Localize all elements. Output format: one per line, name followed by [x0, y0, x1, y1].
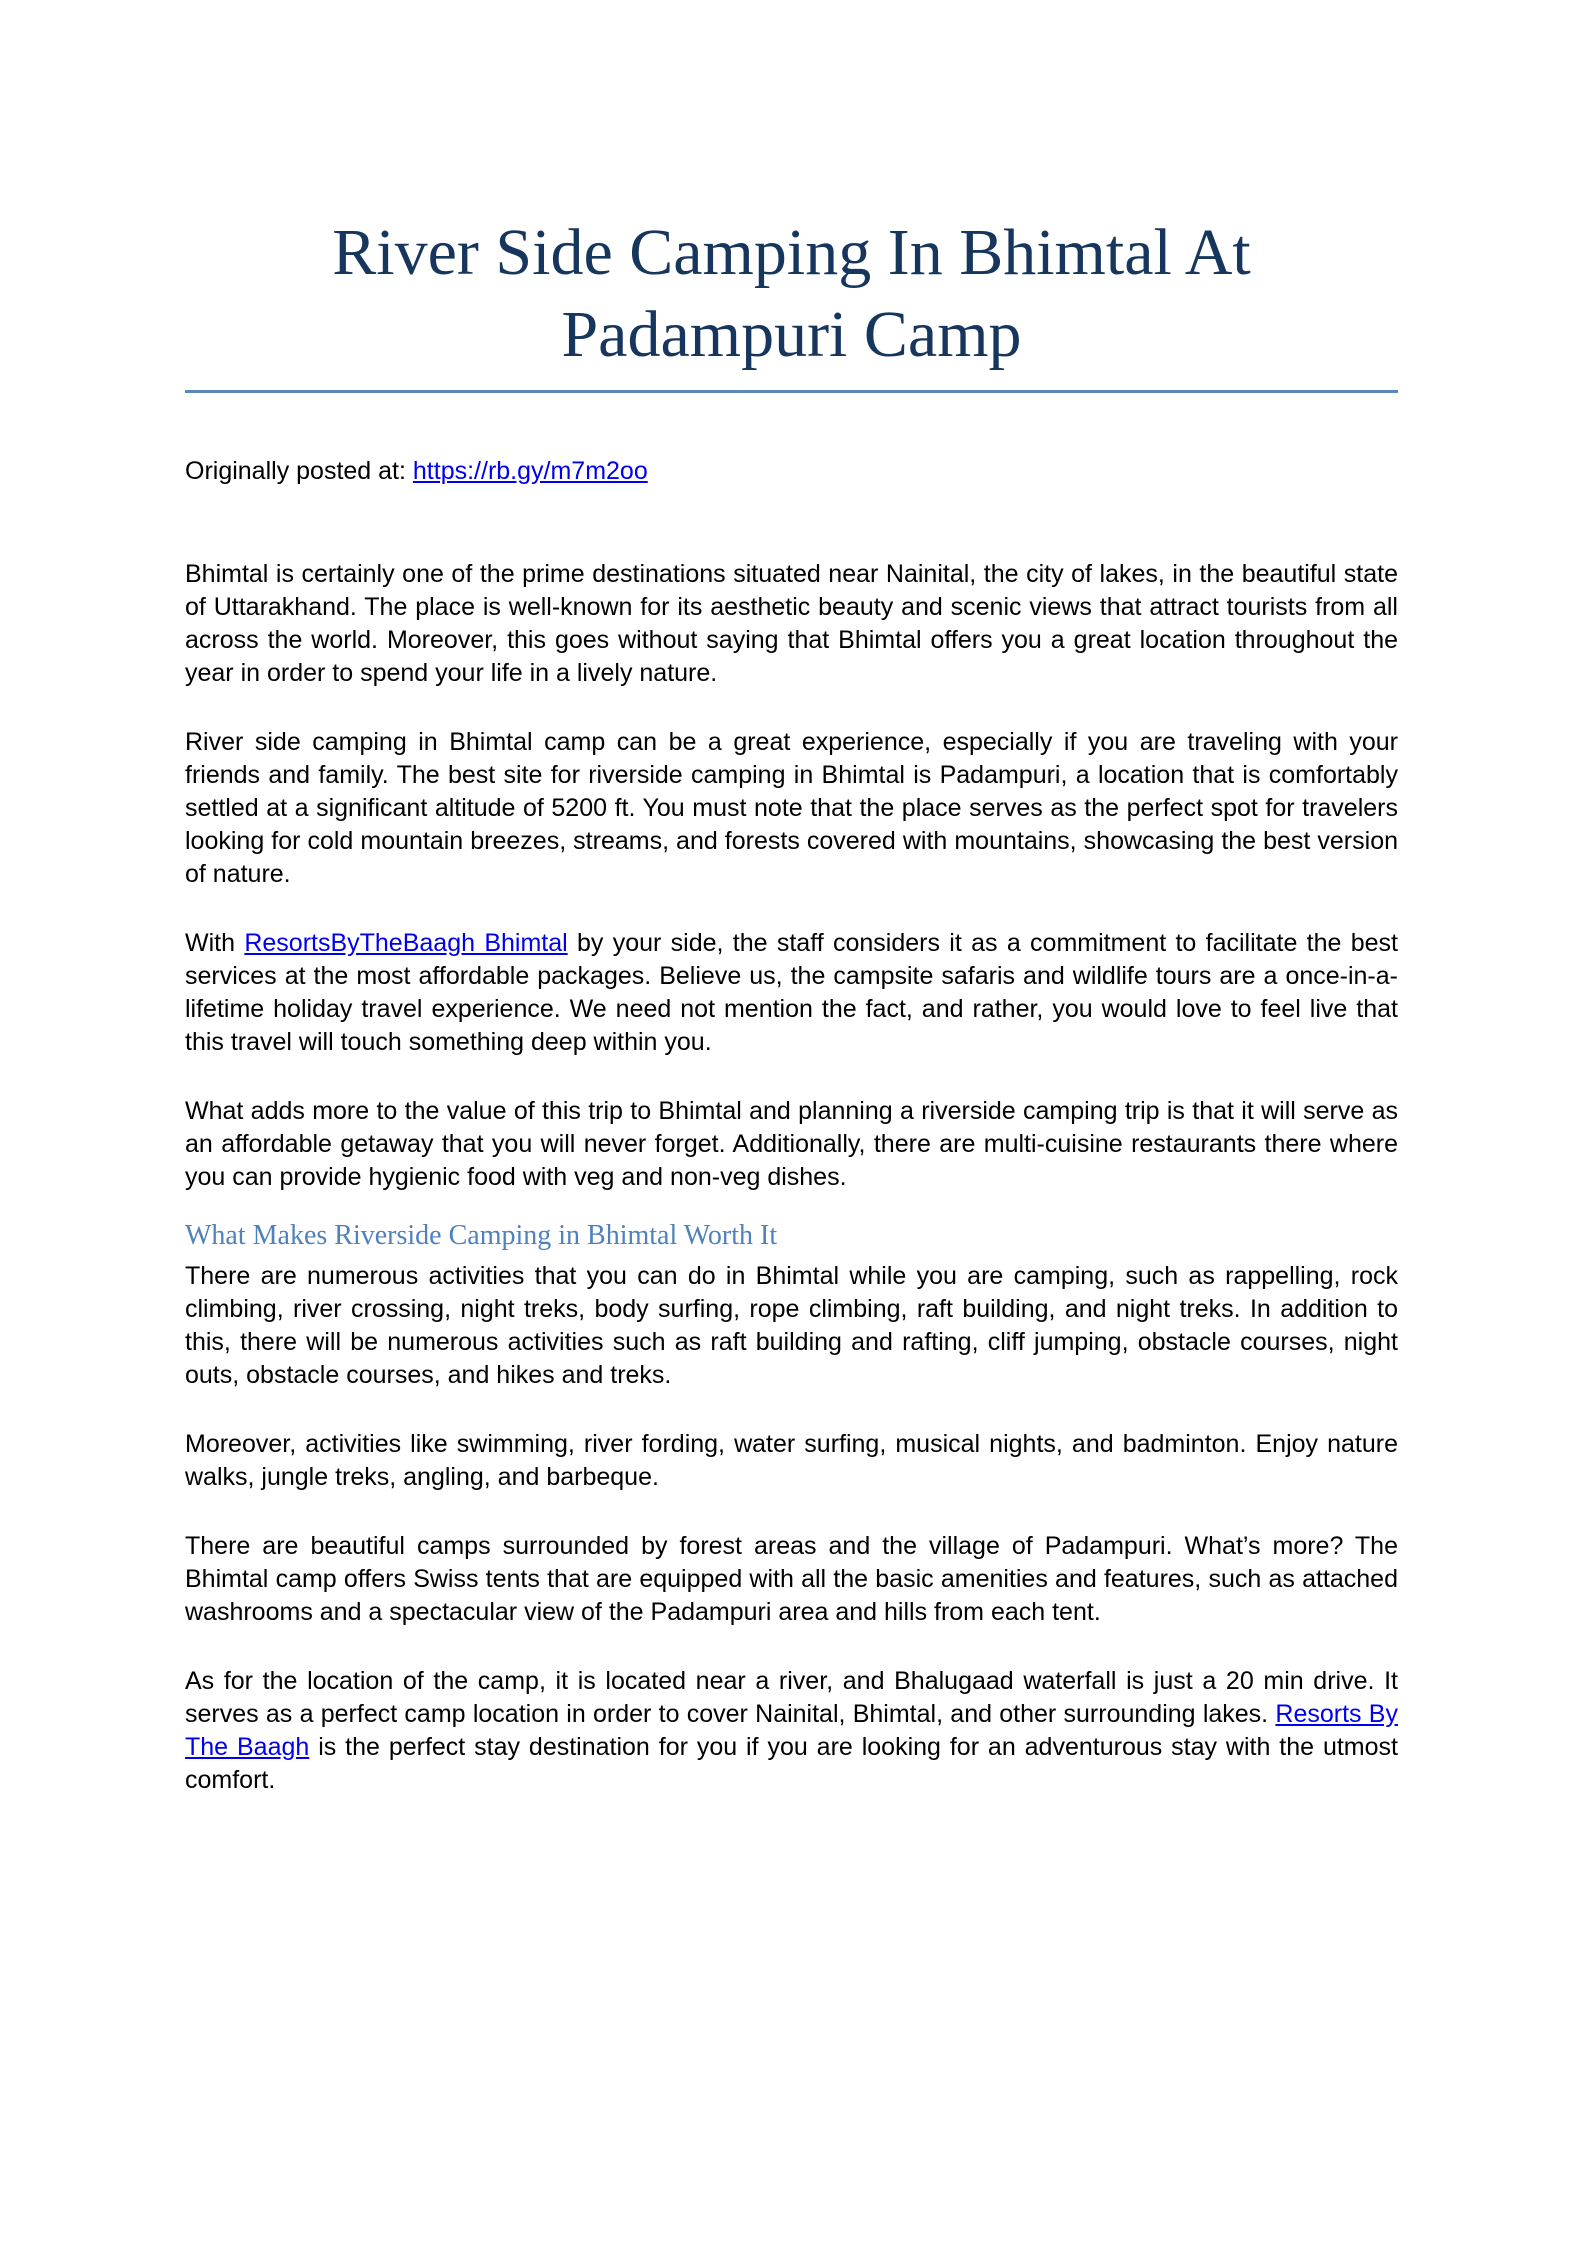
- resorts-by-the-baagh-link[interactable]: Resorts By The Baagh: [185, 1699, 1398, 1761]
- paragraph-text: by your side, the staff considers it as a commitment to facilitate the best services at the most affordable packages. Believe us, the campsite safaris and wildlife tours are a once-in-a-lifetime holiday travel experience. We need not mention the fact, and rather, you would love to feel live that this travel will touch something deep within you.: [185, 928, 1399, 1056]
- source-prefix: Originally posted at:: [185, 456, 413, 485]
- paragraph-swiss-tents: There are beautiful camps surrounded by forest areas and the village of Padampuri. What’s more? The Bhimtal camp offers Swiss tents that are equipped with all the basic amenities and features, such as attached washrooms and a spectacular view of the Padampuri area and hills from each tent.: [185, 1531, 1398, 1626]
- paragraph-intro-bhimtal: Bhimtal is certainly one of the prime destinations situated near Nainital, the city of lakes, in the beautiful state of Uttarakhand. The place is well-known for its aesthetic beauty and scenic views that attract tourists from all across the world. Moreover, this goes without saying that Bhimtal offers you a great location throughout the year in order to spend your life in a lively nature.: [185, 559, 1398, 687]
- document-page: [185, 212, 1398, 1797]
- title-line-2: Padampuri Camp: [561, 297, 1022, 371]
- title-line-1: River Side Camping In Bhimtal At: [332, 216, 1251, 289]
- paragraph-riverside-camping: River side camping in Bhimtal camp can be a great experience, especially if you are traveling with your friends and family. The best site for riverside camping in Bhimtal is Padampuri, a location that is comfortably settled at a significant altitude of 5200 ft. You must note that the place serves as the perfect spot for travelers looking for cold mountain breezes, streams, and forests covered with mountains, showcasing the best version of nature.: [185, 727, 1398, 888]
- paragraph-affordable-getaway: What adds more to the value of this trip to Bhimtal and planning a riverside camping trip is that it will serve as an affordable getaway that you will never forget. Additionally, there are multi-cuisine restaurants there where you can provide hygienic food with veg and non-veg dishes.: [185, 1096, 1398, 1191]
- source-line: [185, 455, 1398, 488]
- title-divider: [185, 390, 1398, 393]
- page-title: [185, 212, 1398, 390]
- paragraph-text: With: [185, 928, 245, 957]
- paragraph-text: is the perfect stay destination for you if you are looking for an adventurous stay with the utmost comfort.: [185, 1732, 1398, 1794]
- resortsbythebaagh-bhimtal-link[interactable]: ResortsByTheBaagh Bhimtal: [244, 928, 568, 957]
- source-link[interactable]: https://rb.gy/m7m2oo: [412, 456, 648, 485]
- paragraph-camp-location: [185, 1665, 1398, 1797]
- section-heading: What Makes Riverside Camping in Bhimtal Worth It: [185, 1219, 778, 1251]
- paragraph-more-activities: Moreover, activities like swimming, river fording, water surfing, musical nights, and badminton. Enjoy nature walks, jungle treks, angling, and barbeque.: [185, 1429, 1398, 1491]
- paragraph-text: As for the location of the camp, it is located near a river, and Bhalugaad waterfall is just a 20 min drive. It serves as a perfect camp location in order to cover Nainital, Bhimtal, and other surrounding lakes.: [185, 1666, 1398, 1728]
- paragraph-activities: There are numerous activities that you can do in Bhimtal while you are camping, such as rappelling, rock climbing, river crossing, night treks, body surfing, rope climbing, raft building, and night treks. In addition to this, there will be numerous activities such as raft building and rafting, cliff jumping, obstacle courses, night outs, obstacle courses, and hikes and treks.: [185, 1261, 1398, 1389]
- paragraph-resorts-commitment: [185, 927, 1398, 1059]
